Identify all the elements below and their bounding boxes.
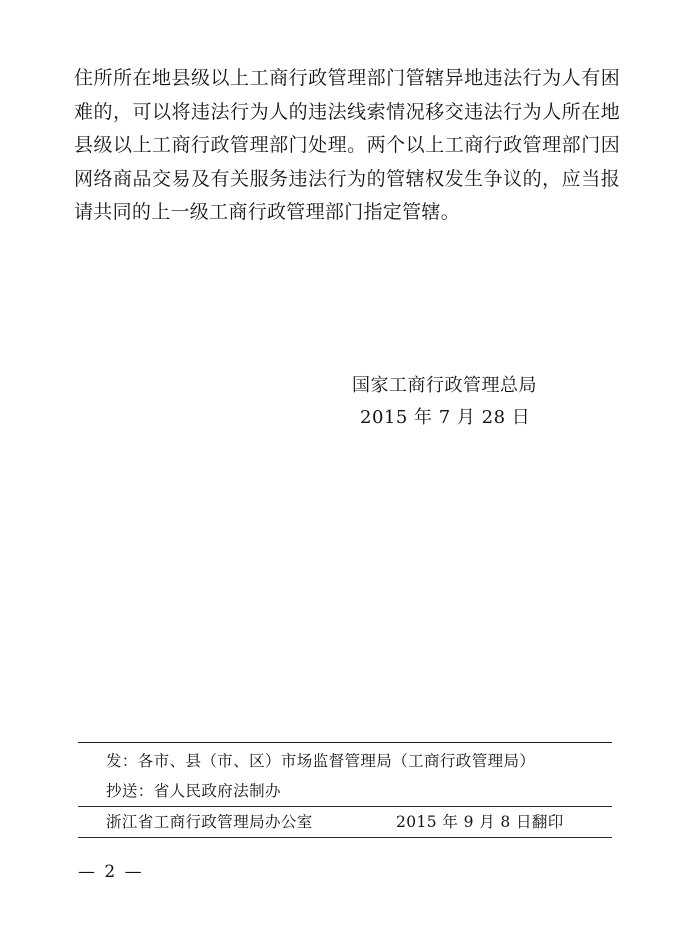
signature-block [352, 370, 612, 434]
page-number: — 2 — [78, 862, 144, 882]
signature-date: 2015 年 7 月 28 日 [360, 407, 531, 428]
footer-bottom-rule [78, 837, 612, 838]
footer-copy-to: 抄送：省人民政府法制办 [106, 782, 281, 800]
footer-distribution: 发：各市、县（市、区）市场监督管理局（工商行政管理局） [106, 752, 536, 770]
body-text-block [74, 62, 620, 230]
footer-print-date: 2015 年 9 月 8 日翻印 [396, 813, 564, 831]
signature-organization: 国家工商行政管理总局 [352, 375, 537, 396]
footer-issuer-row [78, 807, 612, 837]
footer-issuer: 浙江省工商行政管理局办公室 [106, 813, 313, 831]
body-paragraph: 住所所在地县级以上工商行政管理部门管辖异地违法行为人有困难的，可以将违法行为人的违法线索情况移交违法行为人所在地县级以上工商行政管理部门处理。两个以上工商行政管理部门因网络商品交易及有关服务违法行为的管辖权发生争议的，应当报请共同的上一级工商行政管理部门指定管辖。 [74, 67, 620, 223]
footer-box [78, 742, 612, 838]
